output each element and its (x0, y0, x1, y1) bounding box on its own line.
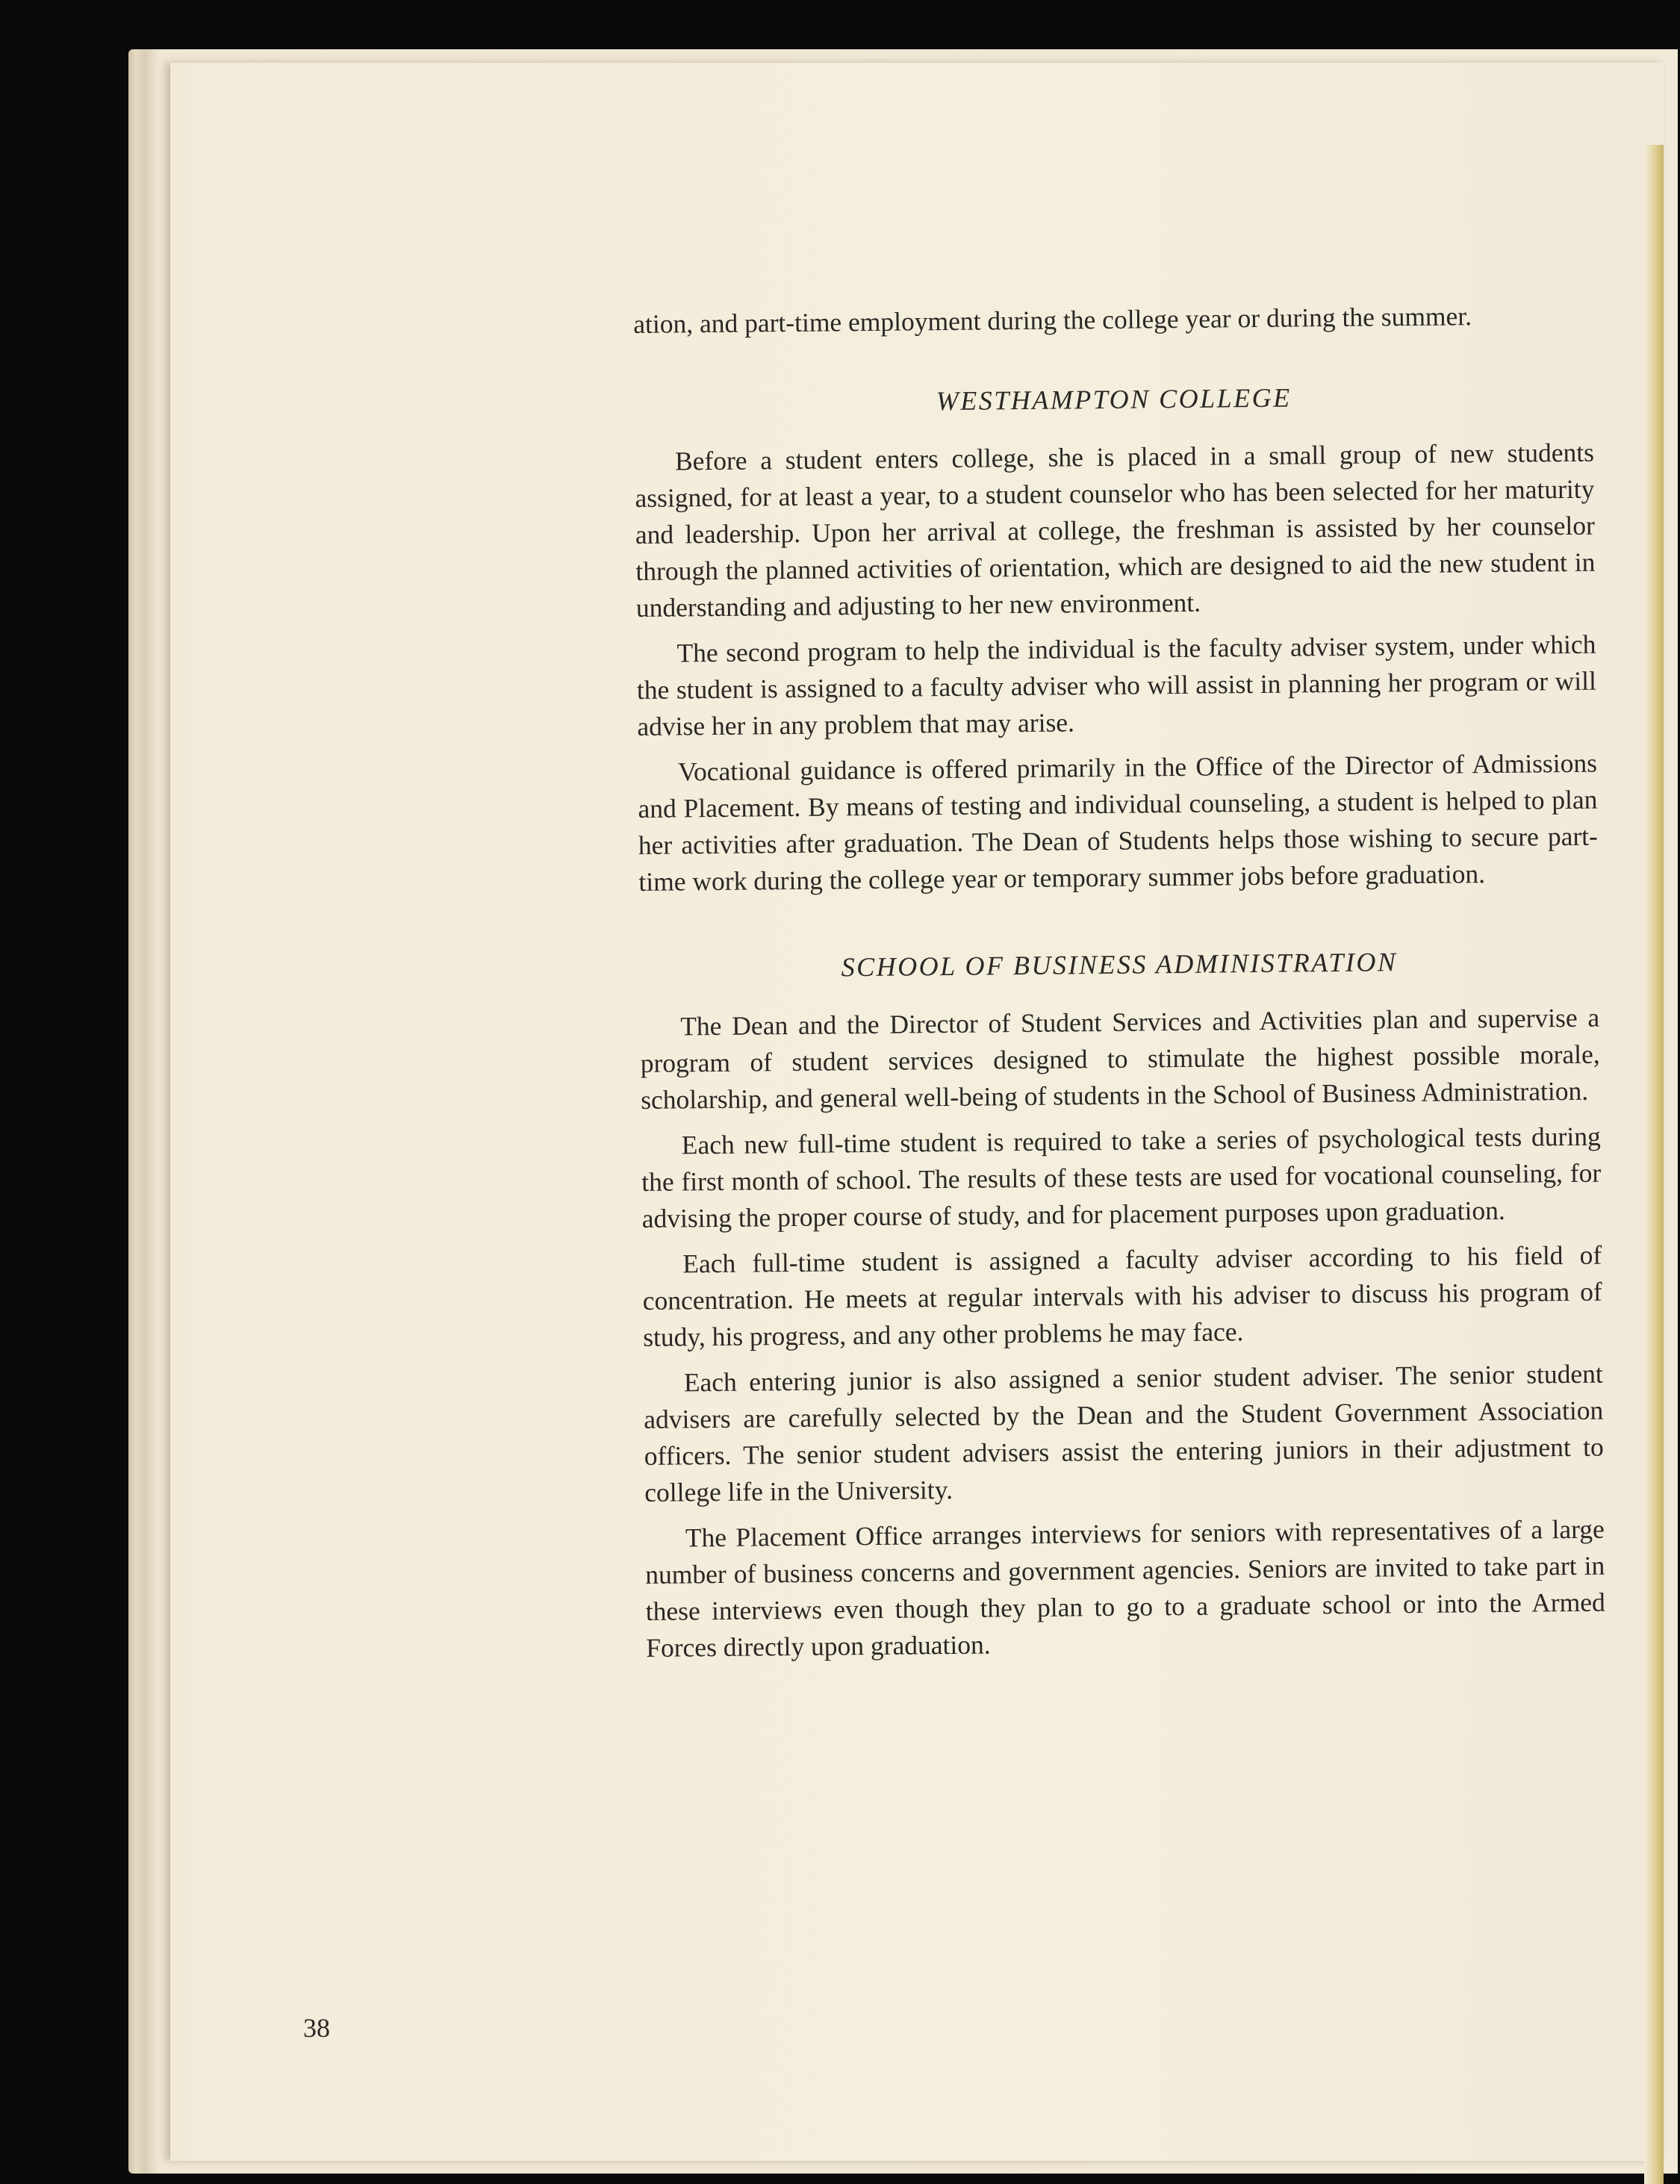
business-paragraph-2: Each new full-time student is required to take a series of psychological tests during the first month of school. The results of these tests are used for vocational counseling, for advising the proper course of study, and for placement purposes upon graduation. (641, 1121, 1602, 1233)
westhampton-heading: WESTHAMPTON COLLEGE (936, 382, 1292, 417)
page-number: 38 (303, 2013, 330, 2043)
business-paragraph-3: Each full-time student is assigned a faculty adviser according to his field of concentration. He meets at regular intervals with his adviser to discuss his program of study, his progress, and any other problems he may face. (642, 1239, 1602, 1352)
business-heading: SCHOOL OF BUSINESS ADMINISTRATION (841, 947, 1398, 983)
westhampton-paragraph-2: The second program to help the individual is the faculty adviser system, under which the student is assigned to a faculty adviser who will assist in planning her program or will advise her in any problem that may arise. (636, 629, 1597, 741)
page-gutter-edge (1644, 145, 1664, 2184)
westhampton-paragraph-1: Before a student enters college, she is placed in a small group of new students assigned, for at least a year, to a student counselor who has been selected for her maturity and leadership. Upon her arrival at college, the freshman is assisted by her counselor through the planned activities of orientation, which are designed to aid the new student in understanding and adjusting to her new environment. (635, 437, 1596, 623)
business-paragraph-5: The Placement Office arranges interviews for seniors with representatives of a large number of business concerns and government agencies. Seniors are invited to take part in these interviews even though they plan to go to a graduate school or into the Armed Forces directly upon graduation. (645, 1513, 1605, 1663)
intro-continuation-paragraph: ation, and part-time employment during the college year or during the summer. (633, 301, 1472, 339)
business-paragraph-4: Each entering junior is also assigned a senior student adviser. The senior student advisers are carefully selected by the Dean and the Student Government Association officers. The senior student advisers assist the entering juniors in their adjustment to college life in the University. (644, 1358, 1604, 1508)
page-text (633, 297, 1606, 1676)
westhampton-paragraph-3: Vocational guidance is offered primarily in the Office of the Director of Admissions and Placement. By means of testing and individual counseling, a student is helped to plan her activities after graduation. The Dean of Students helps those wishing to secure part-time work during the college year or temporary summer jobs before graduation. (638, 747, 1599, 897)
business-paragraph-1: The Dean and the Director of Student Services and Activities plan and supervise a program of student services designed to stimulate the highest possible morale, scholarship, and general well-being of students in the School of Business Administration. (640, 1002, 1600, 1115)
